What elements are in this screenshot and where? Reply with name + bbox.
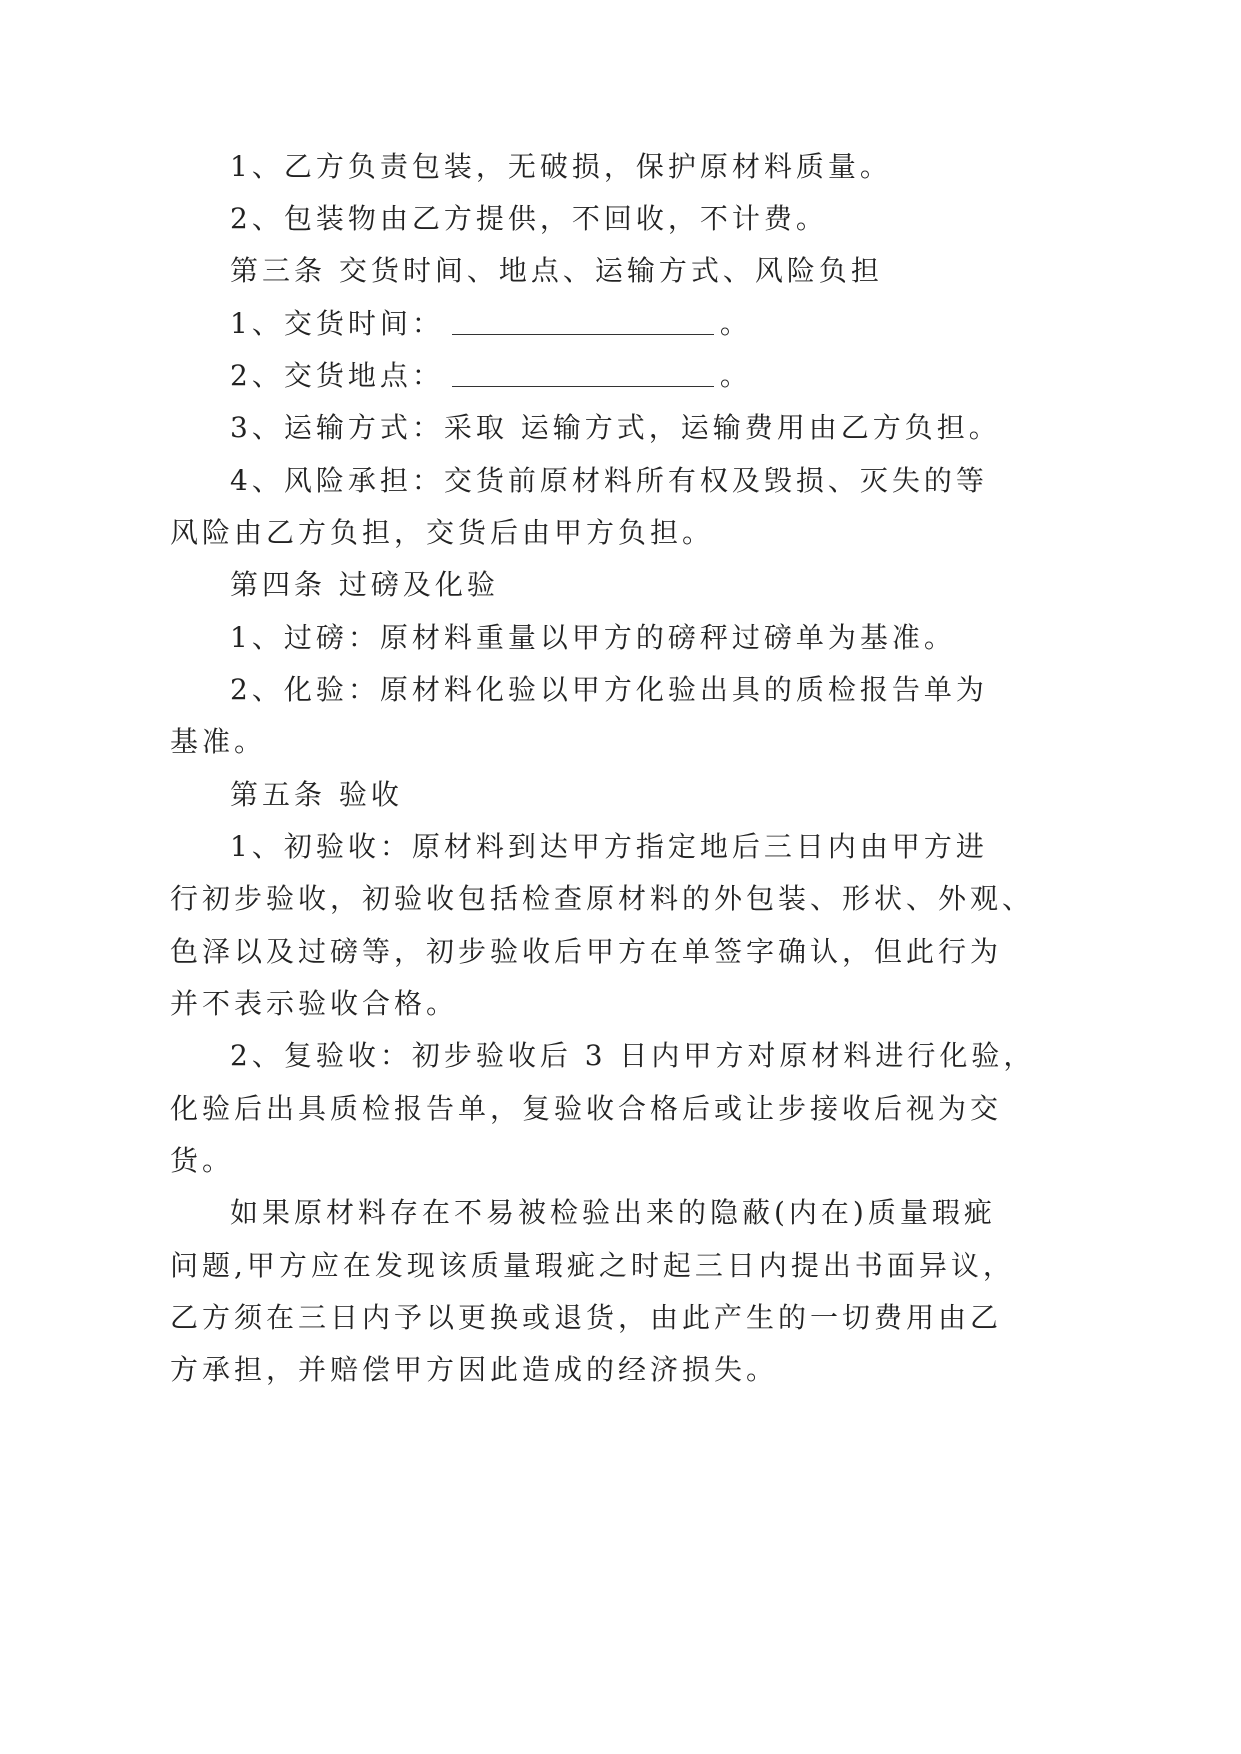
line-text: 方承担，并赔偿甲方因此造成的经济损失。 [170, 1353, 779, 1386]
text-line [230, 459, 1241, 503]
text-line [230, 1191, 1241, 1235]
line-text: 1、交货时间： [230, 307, 444, 340]
line-text: 2、交货地点： [230, 359, 444, 392]
section-heading [230, 773, 1241, 817]
line-text: 3、运输方式：采取 运输方式，运输费用由乙方负担。 [230, 411, 1001, 444]
text-line [170, 720, 1241, 764]
text-line [230, 354, 1241, 398]
text-line [230, 145, 1241, 189]
text-line [170, 1244, 1241, 1288]
line-text: 色泽以及过磅等，初步验收后甲方在单签字确认，但此行为 [170, 935, 1003, 968]
line-text: 4、风险承担：交货前原材料所有权及毁损、灭失的等 [230, 464, 988, 497]
text-line [170, 1139, 1241, 1183]
fill-in-blank [452, 308, 714, 335]
line-suffix: 。 [719, 359, 752, 392]
text-line [170, 1296, 1241, 1340]
text-line [230, 302, 1241, 346]
section-heading [230, 249, 1241, 293]
text-line [170, 930, 1241, 974]
line-text: 第四条 过磅及化验 [230, 568, 499, 601]
text-line [230, 406, 1241, 450]
text-line [170, 982, 1241, 1026]
line-text: 基准。 [170, 725, 267, 758]
line-text: 货。 [170, 1144, 235, 1177]
line-suffix: 。 [719, 307, 752, 340]
line-text: 2、复验收：初步验收后 3 日内甲方对原材料进行化验， [230, 1039, 1036, 1072]
text-line [170, 1348, 1241, 1392]
line-text: 2、化验：原材料化验以甲方化验出具的质检报告单为 [230, 673, 988, 706]
line-text: 1、初验收：原材料到达甲方指定地后三日内由甲方进 [230, 830, 988, 863]
line-text: 化验后出具质检报告单，复验收合格后或让步接收后视为交 [170, 1092, 1003, 1125]
line-text: 第五条 验收 [230, 778, 403, 811]
line-text: 乙方须在三日内予以更换或退货，由此产生的一切费用由乙 [170, 1301, 1003, 1334]
line-text: 问题,甲方应在发现该质量瑕疵之时起三日内提出书面异议， [170, 1249, 1015, 1282]
text-line [230, 668, 1241, 712]
line-text: 1、过磅：原材料重量以甲方的磅秤过磅单为基准。 [230, 621, 956, 654]
line-text: 1、乙方负责包装，无破损，保护原材料质量。 [230, 150, 892, 183]
line-text: 第三条 交货时间、地点、运输方式、风险负担 [230, 254, 883, 287]
text-line [230, 1034, 1241, 1078]
line-text: 如果原材料存在不易被检验出来的隐蔽(内在)质量瑕疵 [230, 1196, 996, 1229]
text-line [170, 1087, 1241, 1131]
section-heading [230, 563, 1241, 607]
text-line [230, 197, 1241, 241]
fill-in-blank [452, 360, 714, 387]
text-line [230, 616, 1241, 660]
line-text: 行初步验收，初验收包括检查原材料的外包装、形状、外观、 [170, 882, 1035, 915]
line-text: 风险由乙方负担，交货后由甲方负担。 [170, 516, 715, 549]
text-line [170, 511, 1241, 555]
text-line [230, 825, 1241, 869]
line-text: 并不表示验收合格。 [170, 987, 459, 1020]
text-line [170, 877, 1241, 921]
line-text: 2、包装物由乙方提供，不回收，不计费。 [230, 202, 828, 235]
